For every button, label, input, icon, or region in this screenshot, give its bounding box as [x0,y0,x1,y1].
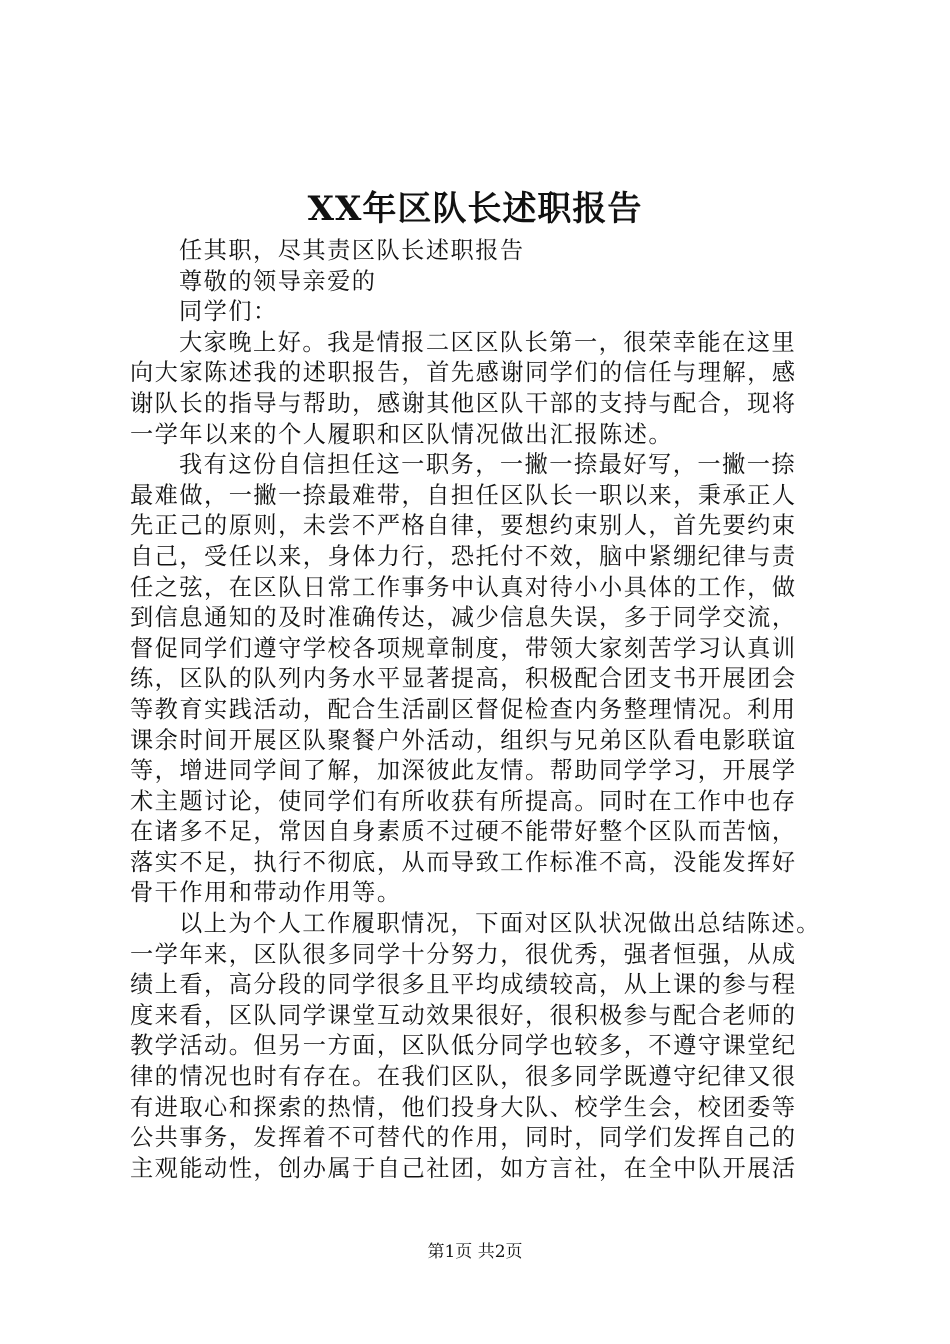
text-line: 以上为个人工作履职情况，下面对区队状况做出总结陈述。 [179,910,821,938]
document-title: XX年区队长述职报告 [307,189,643,229]
text-line: 等，增进同学间了解，加深彼此友情。帮助同学学习，开展学 [130,757,797,785]
text-line: 到信息通知的及时准确传达，减少信息失误，多于同学交流， [130,604,797,632]
text-line: 公共事务，发挥着不可替代的作用，同时，同学们发挥自己的 [130,1124,797,1152]
text-line: 自己，受任以来，身体力行，恐托付不效，脑中紧绷纪律与责 [130,542,797,570]
text-line: 先正己的原则，未尝不严格自律，要想约束别人，首先要约束 [130,512,797,540]
text-line: 术主题讨论，使同学们有所收获有所提高。同时在工作中也存 [130,787,797,815]
text-line: 一学年来，区队很多同学十分努力，很优秀，强者恒强，从成 [130,940,797,968]
text-line: 尊敬的领导亲爱的 [179,267,377,295]
text-line: 任之弦，在区队日常工作事务中认真对待小小具体的工作，做 [130,573,797,601]
text-line: 课余时间开展区队聚餐户外活动，组织与兄弟区队看电影联谊 [130,726,797,754]
text-line: 练，区队的队列内务水平显著提高，积极配合团支书开展团会 [130,665,797,693]
text-line: 一学年以来的个人履职和区队情况做出汇报陈述。 [130,420,674,448]
text-line: 大家晚上好。我是情报二区区队长第一，很荣幸能在这里 [179,328,797,356]
text-line: 谢队长的指导与帮助，感谢其他区队干部的支持与配合，现将 [130,389,797,417]
text-line: 律的情况也时有存在。在我们区队，很多同学既遵守纪律又很 [130,1063,797,1091]
text-line: 度来看，区队同学课堂互动效果很好，很积极参与配合老师的 [130,1001,797,1029]
text-line: 向大家陈述我的述职报告，首先感谢同学们的信任与理解，感 [130,359,797,387]
text-line: 教学活动。但另一方面，区队低分同学也较多，不遵守课堂纪 [130,1032,797,1060]
text-line: 骨干作用和带动作用等。 [130,879,402,907]
text-line: 绩上看，高分段的同学很多且平均成绩较高，从上课的参与程 [130,971,797,999]
document-body [130,236,830,1184]
text-line: 有进取心和探索的热情，他们投身大队、校学生会，校团委等 [130,1093,797,1121]
page-footer: 第1页 共2页 [427,1242,523,1262]
text-line: 在诸多不足，常因自身素质不过硬不能带好整个区队而苦恼， [130,818,797,846]
text-line: 任其职，尽其责区队长述职报告 [179,237,525,264]
text-line: 落实不足，执行不彻底，从而导致工作标准不高，没能发挥好 [130,848,797,876]
text-line: 最难做，一撇一捺最难带，自担任区队长一职以来，秉承正人 [130,481,797,509]
text-line: 主观能动性，创办属于自己社团，如方言社，在全中队开展活 [130,1154,797,1182]
text-line: 等教育实践活动，配合生活副区督促检查内务整理情况。利用 [130,695,797,723]
text-line: 督促同学们遵守学校各项规章制度，带领大家刻苦学习认真训 [130,634,797,662]
text-line: 同学们： [179,298,278,326]
text-line: 我有这份自信担任这一职务，一撇一捺最好写，一撇一捺 [179,451,797,479]
